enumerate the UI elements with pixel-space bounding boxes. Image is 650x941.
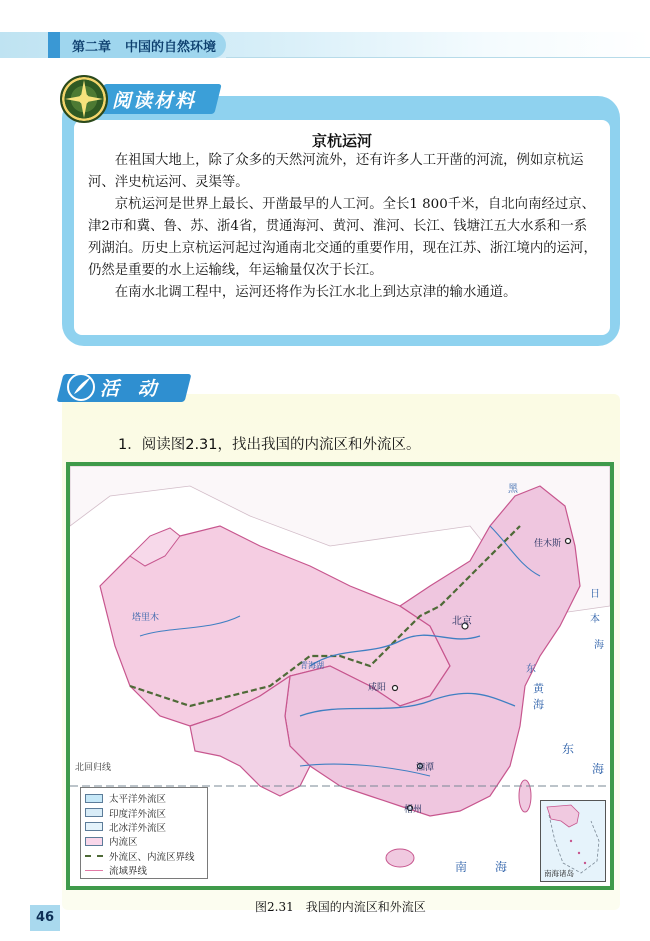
sea-label: 海 — [533, 698, 544, 711]
sea-label: 本 — [590, 614, 600, 625]
activity-question: 1．阅读图2.31，找出我国的内流区和外流区。 — [118, 437, 421, 453]
activity-label: 活 动 — [100, 378, 163, 400]
tropic-label: 北回归线 — [75, 763, 112, 773]
river-label: 东 — [526, 664, 536, 675]
chapter-divider — [226, 57, 650, 58]
legend-swatch — [85, 837, 103, 846]
city-marker — [566, 539, 571, 544]
sea-label: 南 — [455, 860, 468, 874]
chapter-tab-notch — [48, 32, 60, 58]
city-label-xiangtan: 湘潭 — [416, 763, 435, 773]
legend-swatch — [85, 794, 103, 803]
reading-body — [88, 150, 600, 304]
city-label-xianyang: 咸阳 — [368, 683, 387, 693]
inset-label: 南海诸岛 — [544, 869, 574, 878]
legend-label: 外流区、内流区界线 — [109, 851, 195, 863]
city-label-beijing: 北京 — [452, 616, 472, 627]
legend-label: 北冰洋外流区 — [109, 822, 167, 834]
map-legend — [80, 787, 208, 879]
legend-label: 流域界线 — [109, 866, 148, 878]
reading-title: 京杭运河 — [311, 132, 372, 150]
legend-item — [85, 820, 203, 834]
legend-item — [85, 834, 203, 848]
legend-item — [85, 863, 203, 877]
reading-paragraph: 在祖国大地上，除了众多的天然河流外，还有许多人工开凿的河流，例如京杭运河、泮史杭运河、灵渠等。 — [88, 153, 584, 190]
legend-swatch — [85, 808, 103, 817]
chapter-number: 第二章 — [72, 39, 112, 55]
lake-label: 青海湖 — [300, 661, 324, 670]
chapter-title: 中国的自然环境 — [125, 39, 217, 55]
legend-dashed-line — [85, 855, 103, 857]
legend-item — [85, 805, 203, 819]
sea-label: 海 — [594, 640, 604, 651]
sea-label: 海 — [495, 860, 508, 874]
legend-item — [85, 791, 203, 805]
sea-label: 海 — [592, 762, 605, 776]
legend-solid-line — [85, 870, 103, 871]
basin-label: 塔里木 — [132, 613, 160, 623]
reading-paragraph: 在南水北调工程中，运河还将作为长江水北上到达京津的输水通道。 — [114, 285, 517, 300]
figure-caption: 图2.31 我国的内流区和外流区 — [255, 900, 426, 914]
reading-paragraph: 京杭运河是世界上最长、开凿最早的人工河。全长1 800千米，自北向南经过京、津2市和冀、鲁、苏、浙4省，贯通海河、黄河、淮河、长江、钱塘江五大水系和一系列湖泊。历史上京杭运河起过沟通南北交通的重要作用，现在江苏、浙江境内的运河，仍然是重要的水上运输线，年运输量仅次于长江。 — [88, 197, 597, 278]
compass-icon — [60, 75, 108, 123]
city-label-jiamusi: 佳木斯 — [534, 539, 562, 549]
page-number: 46 — [30, 905, 60, 931]
legend-item — [85, 849, 203, 863]
legend-label: 内流区 — [109, 837, 138, 849]
reading-label: 阅读材料 — [112, 90, 197, 112]
chapter-tab — [58, 32, 226, 58]
legend-label: 印度洋外流区 — [109, 808, 167, 820]
sea-label: 东 — [562, 742, 575, 756]
legend-swatch — [85, 822, 103, 831]
city-marker — [393, 686, 398, 691]
sea-label: 日 — [590, 589, 600, 600]
city-label-wuzhou: 梧州 — [404, 805, 423, 815]
sea-label: 黄 — [533, 682, 544, 695]
quill-icon — [66, 372, 96, 402]
river-label: 黑 — [508, 484, 518, 495]
legend-label: 太平洋外流区 — [109, 794, 167, 806]
